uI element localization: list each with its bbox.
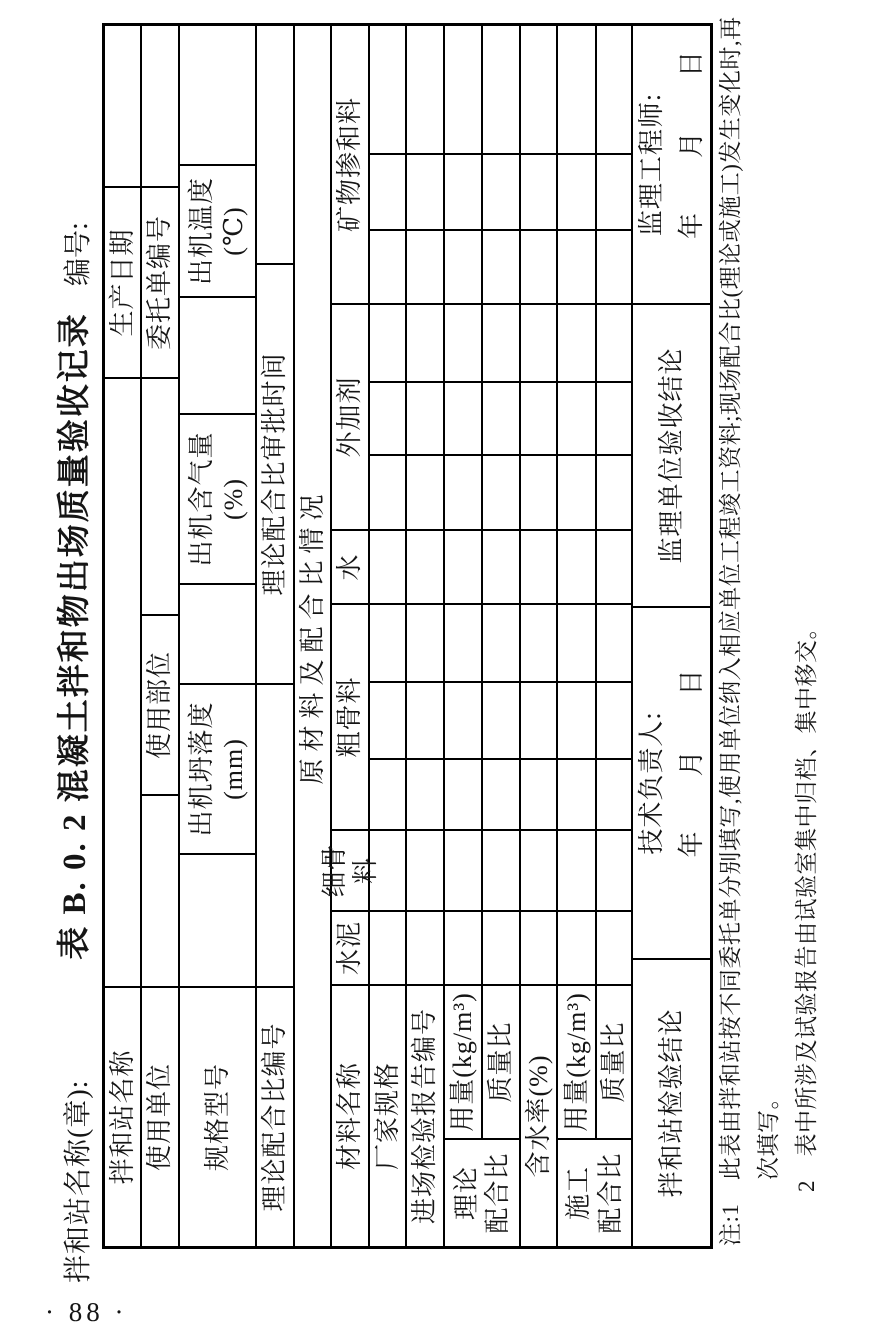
blank-data-cell	[521, 758, 558, 829]
blank-data-cell	[483, 153, 521, 229]
theoretical-mix-no-label: 理论配合比编号	[257, 986, 295, 1246]
blank-data-cell	[445, 454, 483, 529]
temperature-unit: (℃)	[218, 206, 248, 256]
blank-data-cell	[521, 454, 558, 529]
blank-data-cell	[370, 26, 407, 153]
slump-label	[180, 683, 257, 853]
blank-data-cell	[370, 603, 407, 681]
blank-data-cell	[558, 303, 597, 381]
blank-data-cell	[558, 910, 597, 984]
blank-data-cell	[521, 26, 558, 153]
using-unit-value-cell	[142, 794, 180, 986]
blank-data-cell	[370, 829, 407, 910]
blank-data-cell	[407, 829, 445, 910]
tech-date-line: 年 月 日	[676, 668, 706, 858]
blank-data-cell	[597, 153, 633, 229]
blank-data-cell	[407, 153, 445, 229]
cement-header: 水泥	[332, 910, 370, 984]
blank-data-cell	[558, 758, 597, 829]
station-name-label: 拌和站名称	[105, 986, 142, 1246]
supervisor-conclusion-label: 监理单位验收结论	[633, 303, 710, 606]
acceptance-record-table	[102, 23, 713, 1249]
temperature-value-cell	[180, 26, 257, 164]
note-line-1: 注:1 此表由拌和站按不同委托单分别填写,使用单位纳入相应单位工程竣工资料;现场配合比(理论或施工)发生变化时,再	[718, 16, 743, 1246]
blank-data-cell	[445, 681, 483, 758]
blank-data-cell	[407, 910, 445, 984]
mix-approval-time-value-cell	[257, 26, 295, 263]
blank-data-cell	[558, 681, 597, 758]
blank-data-cell	[483, 829, 521, 910]
note-line-2: 次填写。	[756, 1086, 781, 1180]
engineer-date-line: 年 月 日	[676, 50, 706, 240]
blank-data-cell	[483, 758, 521, 829]
construction-text: 施工	[564, 1166, 594, 1221]
blank-data-cell	[483, 26, 521, 153]
order-number-value-cell	[142, 26, 180, 186]
blank-data-cell	[521, 603, 558, 681]
blank-data-cell	[445, 26, 483, 153]
blank-data-cell	[558, 829, 597, 910]
blank-data-cell	[445, 758, 483, 829]
blank-data-cell	[483, 910, 521, 984]
spec-model-label: 规格型号	[180, 986, 257, 1246]
blank-data-cell	[407, 229, 445, 303]
blank-data-cell	[597, 758, 633, 829]
blank-data-cell	[558, 153, 597, 229]
blank-data-cell	[597, 529, 633, 603]
blank-data-cell	[445, 303, 483, 381]
blank-data-cell	[370, 153, 407, 229]
tech-signature-cell	[633, 606, 710, 958]
blank-data-cell	[521, 681, 558, 758]
air-content-value-cell	[180, 296, 257, 413]
blank-data-cell	[597, 910, 633, 984]
blank-data-cell	[483, 529, 521, 603]
blank-data-cell	[445, 910, 483, 984]
moisture-rate-label: 含水率(%)	[521, 984, 558, 1246]
material-name-label: 材料名称	[332, 984, 370, 1246]
using-part-label: 使用部位	[142, 614, 180, 794]
blank-data-cell	[445, 829, 483, 910]
blank-data-cell	[521, 303, 558, 381]
blank-data-cell	[483, 303, 521, 381]
blank-data-cell	[597, 454, 633, 529]
station-name-value-cell	[105, 377, 142, 986]
theoretical-mix-group-label	[445, 1138, 521, 1246]
mix-ratio-text2: 配合比	[595, 1152, 625, 1234]
station-seal-label: 拌和站名称(章):	[63, 1079, 94, 1283]
blank-data-cell	[483, 681, 521, 758]
blank-data-cell	[597, 229, 633, 303]
blank-data-cell	[407, 454, 445, 529]
fine-aggregate-header: 细骨料	[332, 829, 370, 910]
station-conclusion-label: 拌和站检验结论	[633, 958, 710, 1246]
blank-data-cell	[597, 26, 633, 153]
entry-report-no-label: 进场检验报告编号	[407, 984, 445, 1246]
air-content-unit: (%)	[218, 478, 248, 520]
note-line-3: 2 表中所涉及试验报告由试验室集中归档、集中移交。	[794, 616, 819, 1192]
blank-data-cell	[521, 529, 558, 603]
mix-ratio-text: 配合比	[483, 1152, 512, 1234]
using-part-value-cell	[142, 377, 180, 614]
tech-responsible-label: 技术负责人:	[637, 711, 667, 855]
blank-data-cell	[445, 529, 483, 603]
blank-data-cell	[370, 454, 407, 529]
temperature-label-text: 出机温度	[187, 177, 217, 286]
blank-data-cell	[597, 603, 633, 681]
blank-data-cell	[597, 381, 633, 454]
blank-data-cell	[558, 454, 597, 529]
page-number: · 88 ·	[45, 1297, 128, 1327]
construction-mass-ratio-label: 质量比	[597, 984, 633, 1138]
blank-data-cell	[407, 26, 445, 153]
supervising-engineer-label: 监理工程师:	[637, 92, 667, 237]
mineral-admixture-header: 矿物掺和料	[332, 26, 370, 303]
blank-data-cell	[483, 603, 521, 681]
theoretical-mass-ratio-label: 质量比	[483, 984, 521, 1138]
construction-dosage-label: 用量(kg/m³)	[558, 984, 597, 1138]
using-unit-label: 使用单位	[142, 986, 180, 1246]
blank-data-cell	[445, 603, 483, 681]
blank-data-cell	[521, 381, 558, 454]
water-header: 水	[332, 529, 370, 603]
blank-data-cell	[370, 229, 407, 303]
air-content-label	[180, 413, 257, 583]
blank-data-cell	[445, 153, 483, 229]
blank-data-cell	[521, 829, 558, 910]
production-date-label: 生产日期	[105, 186, 142, 377]
blank-data-cell	[521, 910, 558, 984]
blank-data-cell	[597, 303, 633, 381]
air-content-label-text: 出机含气量	[187, 431, 217, 567]
blank-data-cell	[597, 829, 633, 910]
raw-materials-section-header: 原材料及配合比情况	[295, 26, 332, 1246]
blank-data-cell	[483, 454, 521, 529]
form-number-label: 编号:	[63, 222, 94, 286]
coarse-aggregate-header: 粗骨料	[332, 603, 370, 829]
blank-data-cell	[370, 681, 407, 758]
production-date-value-cell	[105, 26, 142, 186]
blank-data-cell	[407, 758, 445, 829]
theoretical-dosage-label: 用量(kg/m³)	[445, 984, 483, 1138]
blank-data-cell	[558, 603, 597, 681]
blank-data-cell	[558, 26, 597, 153]
blank-data-cell	[407, 529, 445, 603]
construction-mix-group-label	[558, 1138, 633, 1246]
blank-data-cell	[521, 153, 558, 229]
blank-data-cell	[558, 229, 597, 303]
blank-data-cell	[370, 529, 407, 603]
slump-value-cell	[180, 583, 257, 683]
blank-data-cell	[370, 758, 407, 829]
blank-data-cell	[407, 681, 445, 758]
theoretical-text: 理论	[451, 1166, 481, 1221]
blank-data-cell	[558, 381, 597, 454]
theoretical-mix-no-value-cell	[257, 683, 295, 986]
admixture-header: 外加剂	[332, 303, 370, 529]
temperature-label	[180, 164, 257, 296]
blank-data-cell	[445, 381, 483, 454]
blank-data-cell	[521, 229, 558, 303]
blank-data-cell	[370, 381, 407, 454]
spec-model-value-cell	[180, 853, 257, 986]
engineer-signature-cell	[633, 26, 710, 303]
blank-data-cell	[483, 381, 521, 454]
blank-data-cell	[407, 603, 445, 681]
blank-data-cell	[483, 229, 521, 303]
blank-data-cell	[445, 229, 483, 303]
slump-label-text: 出机坍落度	[187, 701, 217, 837]
blank-data-cell	[407, 303, 445, 381]
blank-data-cell	[370, 303, 407, 381]
blank-data-cell	[407, 381, 445, 454]
form-title: 表 B. 0. 2 混凝土拌和物出场质量验收记录	[57, 312, 93, 960]
order-number-label: 委托单编号	[142, 186, 180, 377]
blank-data-cell	[597, 681, 633, 758]
slump-unit: (mm)	[218, 738, 248, 800]
blank-data-cell	[558, 529, 597, 603]
manufacturer-spec-label: 厂家规格	[370, 984, 407, 1246]
mix-approval-time-label: 理论配合比审批时间	[257, 263, 295, 683]
blank-data-cell	[370, 910, 407, 984]
